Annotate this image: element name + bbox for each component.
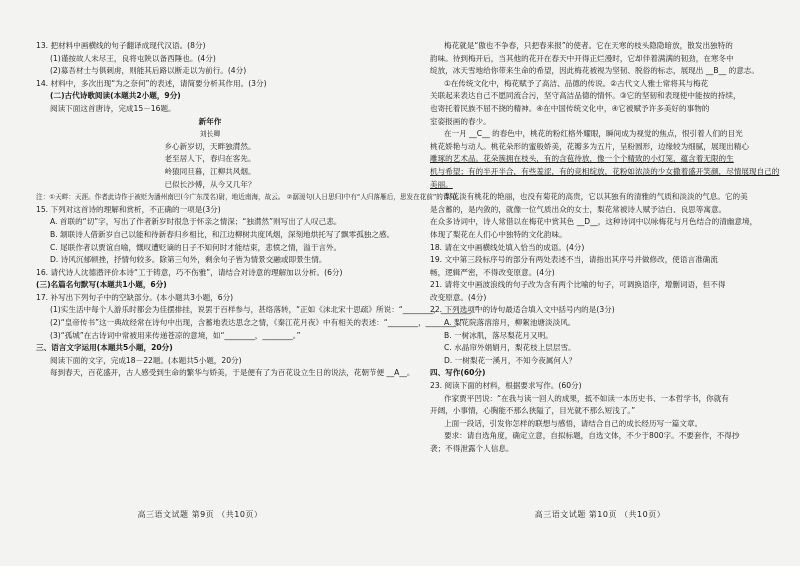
poem-note: 注：①天畔：天涯。作者此诗作于被贬为潘州南巴(今广东茂名)尉，地近南海，故云。 ②潺湲句(人日思归)中有“人归落雁后，思发在花前”的诗句。	[36, 193, 463, 202]
option-a: A. 梨花院落溶溶月，柳絮池塘淡淡风。	[444, 318, 576, 328]
question-21-cont: 改变原意。(4分)	[430, 292, 487, 302]
passage-line: ①在传统文化中，梅花赋予了高洁、品德的传说。②古代文人雅士常将其与梅花	[444, 78, 709, 88]
option-a: A. 首联的“切”字，写出了作者新岁时很急于怀亲之情深；“独潸然”则写出了人叹己悲。	[50, 217, 342, 227]
question-13: 13. 把材料中画横线的句子翻译成现代汉语。(8分)	[36, 41, 206, 50]
page-footer: 高三语文试题 第9页 （共10页）	[137, 510, 263, 519]
writing-requirements: 袭；不得泄露个人信息。	[430, 444, 514, 453]
question-17-3: (3)“孤城”在古诗词中常被用来传递苍凉的意境，如“________，________。”	[50, 330, 301, 340]
passage-line: 体现了梨花在人们心中独特的文化韵味。	[430, 229, 567, 239]
section-language-heading: 三、语言文字运用(本题共5小题，20分)	[36, 343, 173, 353]
poem-title: 新年作	[198, 116, 222, 126]
question-19-cont: 畅，逻辑严密，不得改变原意。(4分)	[430, 267, 555, 277]
option-b: B. 颔联诗人借新岁自己以能和待新春归乡相比，和江边柳树共度风烟，深刻地烘托写了飘零孤独之感。	[50, 229, 395, 239]
passage-line: 也寄托着民族不屈不挠的精神。④在中国传统文化中，④它被赋予许多美好的事物的	[430, 103, 710, 113]
exam-page-10	[400, 0, 800, 566]
writing-material: 作家贾平凹说：“在我与读一回人的成果，抵不如读一本历史书、一本哲学书，你就有	[444, 393, 729, 403]
page-footer: 高三语文试题 第10页 （共10页）	[534, 510, 666, 519]
poem-line: 岭猿同旦暮，江柳共风烟。	[164, 166, 256, 176]
question-14: 14. 材料中，多次出现“为之奈何”的表述，请简要分析其作用。(3分)	[36, 78, 267, 88]
section-writing-heading: 四、写作(60分)	[430, 368, 486, 378]
question-13-1: (1)谨按故人未尽王，良将屯陕以备西陲也。(4分)	[50, 53, 216, 63]
language-instruction: 阅读下面的文字，完成18－22题。(本题共5小题，20分)	[50, 355, 242, 365]
passage-line: 韵味。待到梅开后，当其他的花开在春天中开得正烂漫时，它却伴着满满的韧劲，在寒冬中	[430, 53, 734, 63]
passage-line: 关联起来表达自己不愿同流合污，坚守高洁品德的情怀。③它的坚韧和表现使中能按的持续，	[430, 91, 741, 101]
section-poetry-heading: (二)古代诗歌阅读(本题共2小题，9分)	[50, 91, 181, 101]
question-23: 23. 阅读下面的材料，根据要求写作。(60分)	[430, 381, 582, 391]
option-d: D. 一树梨花一溪月，不知今夜属何人？	[444, 355, 577, 365]
question-15: 15. 下列对这首诗的理解和赏析，不正确的一项是(3分)	[36, 204, 221, 214]
question-16: 16. 请代诗人沈德潜评价本诗“工于铸意，巧不伤雅”，请结合对诗意的理解加以分析。(6分)	[36, 267, 343, 277]
passage-line: 梅花就是“傲也不争春，只把春来报”的使者。它在天寒的枝头隐隐暗放，散发出独特的	[444, 41, 733, 50]
passage-line: 每到春天，百花盛开，古人感受到生命的繁华与娇美，于是便有了为百花设立生日的说法，花朝节便 __A__。	[50, 368, 415, 378]
question-19: 19. 文中第三段标序号的部分有两处表述不当，请指出其序号并做修改，使语言准确流	[430, 255, 718, 265]
passage-line: 在众多诗词中，诗人常借以在梅花中赏其色 __D__，这种诗词中以咏梅花与月色结合的清幽意境，	[430, 217, 758, 227]
question-13-2: (2)募吾材士与俱刺虏，则能其后路以断走以为前行。(4分)	[50, 66, 247, 76]
passage-line: 室姿报画的春少。	[430, 116, 491, 126]
poetry-instruction: 阅读下面这首唐诗，完成15－16题。	[50, 103, 176, 113]
passage-line: 雕琢的艺术品。花朵簇拥在枝头，有的含苞待放，像一个个精致的小灯笼，蕴含着无限的生	[430, 154, 734, 164]
question-21: 21. 请将文中画波浪线的句子改为含有两个比喻的句子，可调换语序，增删词语，但不得	[430, 280, 726, 290]
poem-line: 老至居人下，春归在客先。	[164, 154, 256, 164]
passage-line: 梨花淡有桃花的艳丽，也没有菊花的高贵，它以其独有的清雅的气质和淡淡的气息。它的美	[444, 192, 748, 202]
option-d: D. 诗风沉郁顿挫，抒情句较多。除第三句外，剩余句子皆为情景交融或即景生情。	[50, 255, 327, 265]
option-b: B. 一树冰肌，落尽梨花月又明。	[444, 330, 553, 340]
passage-line: 绽放，冰天雪地给你带来生命的希望，因此梅花被视为坚韧、脱俗的标志，展现出 __B__ 的意志。	[430, 66, 759, 76]
passage-line: 是含蓄的，是内敛的，就像一位气质出众的女士，梨花常被诗人赋予洁白、良思等寓意。	[430, 204, 727, 214]
writing-prompt: 上面一段话，引发你怎样的联想与感悟，请结合自己的成长经历写一篇文章。	[444, 418, 703, 428]
question-17-1: (1)实生活中每个人游乐时都会为佳摆排挂，说罢于百样参与，甚络落转，“正如《沫北宋十思疏》所说：“________，________。”	[50, 305, 479, 315]
section-recitation-heading: (三)名篇名句默写(本题共1小题，6分)	[36, 280, 167, 290]
question-17: 17. 补写出下列句子中的空缺部分。(本小题共3小题，6分)	[36, 292, 234, 302]
option-c: C. 尾联作者以贾谊自喻，慨叹遭贬谪的日子不知何时才能结束，悲愤之情，溢于言外。	[50, 242, 342, 252]
passage-line: 在一月 __C__ 的春色中，桃花的粉红格外耀眼，瞬间成为视觉的焦点，恨引着人们的目光	[444, 129, 743, 139]
writing-requirements: 要求：请自选角度，确定立意，自拟标题，自选文体，不少于800字。不要套作，不得抄	[444, 431, 740, 441]
passage-line: 美丽。	[430, 179, 453, 189]
poem-line: 乡心新岁切，天畔独潸然。	[164, 141, 256, 151]
poem-line: 已似长沙傅，从今又几年？	[164, 179, 256, 189]
passage-line: 桃花娇艳与动人。桃花朵形的蜜般娇美，花瓣多为五片，呈粉圆形，边缘较为细腻，展现出精心	[430, 141, 749, 151]
question-22: 22. 下列选项中的诗句最适合填入文中括号内的是(3分)	[430, 305, 615, 315]
question-17-2: (2)“皇帝传书”这一典故经常在诗句中出现，含蓄地表达思念之情，《秦江花月夜》中有相关的表述：“________，________。”	[50, 318, 464, 328]
option-c: C. 水晶帘外娟娟月，梨花枝上层层雪。	[444, 343, 576, 353]
writing-material: 开阔，小事情，心胸能不那么狭隘了，目光就不那么短浅了。”	[430, 406, 636, 416]
passage-line: 机与希望；有的半开半合，有些羞涩，有的竞相绽放，花粉如浓淡的少女撒着盛开笑颜，尽情展现自己的	[430, 166, 780, 176]
poem-author: 刘长卿	[199, 130, 221, 139]
question-18: 18. 请在文中画横线处填入恰当的成语。(4分)	[430, 242, 585, 252]
